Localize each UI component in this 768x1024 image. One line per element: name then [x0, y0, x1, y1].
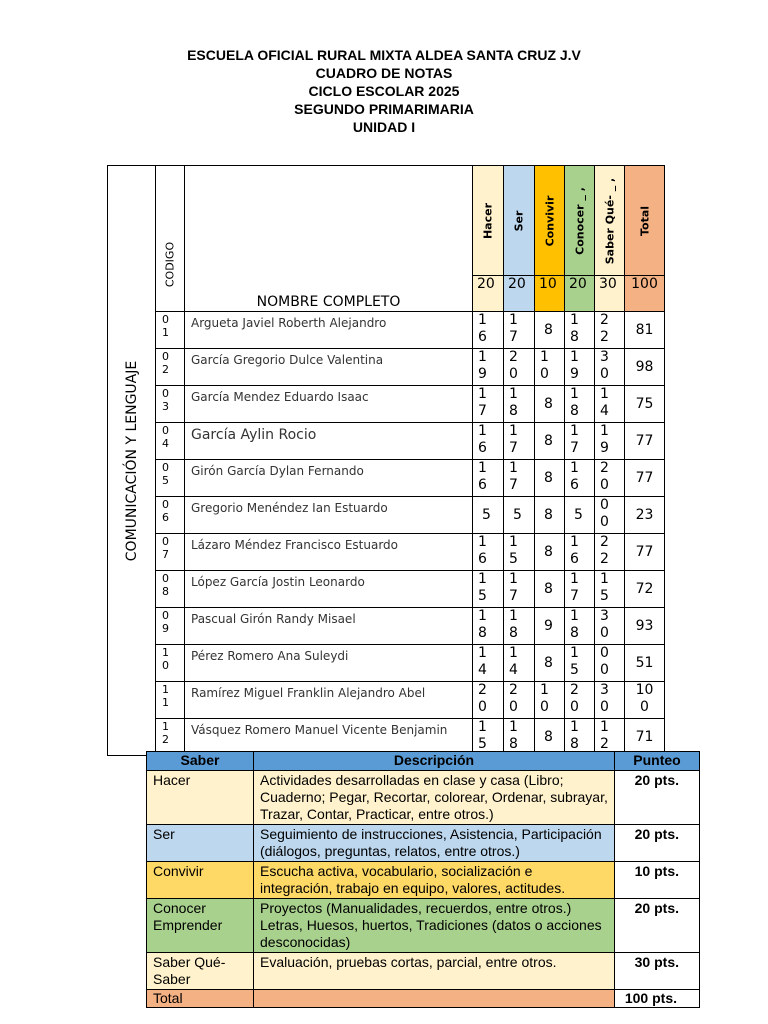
grades-table	[107, 165, 665, 756]
score-conocer: 16	[565, 460, 595, 497]
score-convivir: 8	[535, 423, 565, 460]
score-ser: 17	[504, 423, 535, 460]
column-header-hacer: Hacer	[473, 166, 504, 276]
table-row	[108, 386, 665, 423]
student-code: 06	[156, 497, 185, 534]
legend-row-saber	[147, 953, 700, 990]
score-ser: 5	[504, 497, 535, 534]
student-code: 08	[156, 571, 185, 608]
score-conocer: 17	[565, 423, 595, 460]
column-header-ser: Ser	[504, 166, 535, 276]
table-row	[108, 423, 665, 460]
student-name: López García Jostin Leonardo	[185, 571, 473, 608]
legend-row-ser	[147, 825, 700, 862]
score-convivir: 8	[535, 645, 565, 682]
legend-points: 100 pts.	[615, 990, 700, 1008]
column-header-convivir: Convivir	[535, 166, 565, 276]
legend-row-convivir	[147, 862, 700, 899]
school-name: ESCUELA OFICIAL RURAL MIXTA ALDEA SANTA CRUZ J.V	[187, 47, 581, 63]
score-saber: 30	[595, 608, 625, 645]
student-name: Vásquez Romero Manuel Vicente Benjamin	[185, 719, 473, 756]
score-hacer: 14	[473, 645, 504, 682]
max-points-total: 100	[625, 276, 665, 312]
legend-points: 10 pts.	[615, 862, 700, 899]
document-title: CUADRO DE NOTAS	[315, 65, 453, 81]
student-name: García Aylin Rocio	[185, 423, 473, 460]
legend-row-hacer	[147, 771, 700, 825]
score-convivir: 8	[535, 571, 565, 608]
student-name: Lázaro Méndez Francisco Estuardo	[185, 534, 473, 571]
score-conocer: 17	[565, 571, 595, 608]
student-name: Argueta Javiel Roberth Alejandro	[185, 312, 473, 349]
score-conocer: 5	[565, 497, 595, 534]
score-conocer: 19	[565, 349, 595, 386]
score-conocer: 18	[565, 312, 595, 349]
legend-saber: Total	[147, 990, 254, 1008]
score-total: 72	[625, 571, 665, 608]
student-name: García Gregorio Dulce Valentina	[185, 349, 473, 386]
legend-saber: Ser	[147, 825, 254, 862]
legend-saber: Hacer	[147, 771, 254, 825]
student-code: 05	[156, 460, 185, 497]
max-points-ser: 20	[504, 276, 535, 312]
legend-description: Actividades desarrolladas en clase y casa (Libro; Cuaderno; Pegar, Recortar, colorear, Ordenar, subrayar, Trazar, Contar, Practicar, entre otros.)	[254, 771, 615, 825]
table-row	[108, 460, 665, 497]
table-row	[108, 645, 665, 682]
legend-table	[146, 751, 700, 1008]
score-hacer: 16	[473, 312, 504, 349]
student-name: Pérez Romero Ana Suleydi	[185, 645, 473, 682]
max-points-saber: 30	[595, 276, 625, 312]
score-ser: 14	[504, 645, 535, 682]
score-saber: 00	[595, 497, 625, 534]
student-code: 04	[156, 423, 185, 460]
score-convivir: 8	[535, 386, 565, 423]
document-header	[0, 46, 768, 136]
student-code: 01	[156, 312, 185, 349]
subject-label-cell	[108, 166, 156, 756]
score-hacer: 19	[473, 349, 504, 386]
table-row	[108, 608, 665, 645]
score-saber: 30	[595, 682, 625, 719]
student-name: García Mendez Eduardo Isaac	[185, 386, 473, 423]
legend-description: Escucha activa, vocabulario, socialización e integración, trabajo en equipo, valores, actitudes.	[254, 862, 615, 899]
score-total: 77	[625, 423, 665, 460]
code-header-label: CODIGO	[163, 241, 177, 288]
table-row	[108, 497, 665, 534]
score-convivir: 10	[535, 349, 565, 386]
score-conocer: 18	[565, 608, 595, 645]
table-row	[108, 719, 665, 756]
legend-points: 30 pts.	[615, 953, 700, 990]
score-saber: 22	[595, 312, 625, 349]
score-total: 23	[625, 497, 665, 534]
score-ser: 17	[504, 460, 535, 497]
student-name: Ramírez Miguel Franklin Alejandro Abel	[185, 682, 473, 719]
subject-label: COMUNICACIÓN Y LENGUAJE	[123, 360, 140, 561]
score-ser: 18	[504, 386, 535, 423]
score-hacer: 16	[473, 423, 504, 460]
legend-header-saber: Saber	[147, 752, 254, 771]
legend-description: Seguimiento de instrucciones, Asistencia, Participación (diálogos, preguntas, relatos, entre otros.)	[254, 825, 615, 862]
legend-saber: Conocer Emprender	[147, 899, 254, 953]
column-header-conocer: Conocer _ ,	[565, 166, 595, 276]
score-saber: 12	[595, 719, 625, 756]
score-hacer: 16	[473, 534, 504, 571]
student-code: 12	[156, 719, 185, 756]
score-ser: 20	[504, 349, 535, 386]
legend-points: 20 pts.	[615, 899, 700, 953]
score-hacer: 15	[473, 571, 504, 608]
student-name: Pascual Girón Randy Misael	[185, 608, 473, 645]
score-convivir: 8	[535, 497, 565, 534]
table-row	[108, 534, 665, 571]
student-name: Girón García Dylan Fernando	[185, 460, 473, 497]
table-row	[108, 682, 665, 719]
legend-points: 20 pts.	[615, 771, 700, 825]
code-header	[156, 166, 185, 312]
score-ser: 20	[504, 682, 535, 719]
score-saber: 15	[595, 571, 625, 608]
score-saber: 00	[595, 645, 625, 682]
score-total: 81	[625, 312, 665, 349]
student-code: 10	[156, 645, 185, 682]
score-hacer: 16	[473, 460, 504, 497]
legend-header-punteo: Punteo	[615, 752, 700, 771]
student-code: 02	[156, 349, 185, 386]
table-row	[108, 312, 665, 349]
score-total: 71	[625, 719, 665, 756]
legend-saber: Saber Qué-Saber	[147, 953, 254, 990]
student-code: 03	[156, 386, 185, 423]
legend-row-conocer	[147, 899, 700, 953]
score-conocer: 16	[565, 534, 595, 571]
score-total: 75	[625, 386, 665, 423]
score-hacer: 15	[473, 719, 504, 756]
column-header-total: Total	[625, 166, 665, 276]
legend-header-descripcion: Descripción	[254, 752, 615, 771]
score-hacer: 17	[473, 386, 504, 423]
student-code: 11	[156, 682, 185, 719]
max-points-convivir: 10	[535, 276, 565, 312]
score-convivir: 10	[535, 682, 565, 719]
max-points-hacer: 20	[473, 276, 504, 312]
score-convivir: 8	[535, 534, 565, 571]
name-header: NOMBRE COMPLETO	[185, 166, 473, 312]
score-total: 93	[625, 608, 665, 645]
score-saber: 14	[595, 386, 625, 423]
score-saber: 20	[595, 460, 625, 497]
score-hacer: 20	[473, 682, 504, 719]
student-name: Gregorio Menéndez Ian Estuardo	[185, 497, 473, 534]
score-hacer: 18	[473, 608, 504, 645]
table-row	[108, 571, 665, 608]
score-conocer: 18	[565, 386, 595, 423]
score-ser: 17	[504, 571, 535, 608]
school-cycle: CICLO ESCOLAR 2025	[308, 83, 460, 99]
score-convivir: 8	[535, 460, 565, 497]
max-points-conocer: 20	[565, 276, 595, 312]
score-hacer: 5	[473, 497, 504, 534]
student-code: 09	[156, 608, 185, 645]
legend-points: 20 pts.	[615, 825, 700, 862]
score-ser: 18	[504, 608, 535, 645]
grade-level: SEGUNDO PRIMARIMARIA	[294, 101, 474, 117]
score-convivir: 8	[535, 312, 565, 349]
score-conocer: 20	[565, 682, 595, 719]
score-total: 100	[625, 682, 665, 719]
score-conocer: 18	[565, 719, 595, 756]
score-total: 51	[625, 645, 665, 682]
score-convivir: 8	[535, 719, 565, 756]
score-saber: 30	[595, 349, 625, 386]
legend-row-total	[147, 990, 700, 1008]
score-total: 98	[625, 349, 665, 386]
student-code: 07	[156, 534, 185, 571]
legend-description: Proyectos (Manualidades, recuerdos, entre otros.) Letras, Huesos, huertos, Tradiciones (datos o acciones desconocidas)	[254, 899, 615, 953]
legend-description	[254, 990, 615, 1008]
legend-description: Evaluación, pruebas cortas, parcial, entre otros.	[254, 953, 615, 990]
score-ser: 17	[504, 312, 535, 349]
legend-saber: Convivir	[147, 862, 254, 899]
score-saber: 22	[595, 534, 625, 571]
score-saber: 19	[595, 423, 625, 460]
score-conocer: 15	[565, 645, 595, 682]
unit-label: UNIDAD I	[352, 119, 416, 135]
table-row	[108, 349, 665, 386]
score-total: 77	[625, 534, 665, 571]
score-total: 77	[625, 460, 665, 497]
score-ser: 18	[504, 719, 535, 756]
column-header-saber: Saber Qué- _ ,	[595, 166, 625, 276]
score-ser: 15	[504, 534, 535, 571]
score-convivir: 9	[535, 608, 565, 645]
